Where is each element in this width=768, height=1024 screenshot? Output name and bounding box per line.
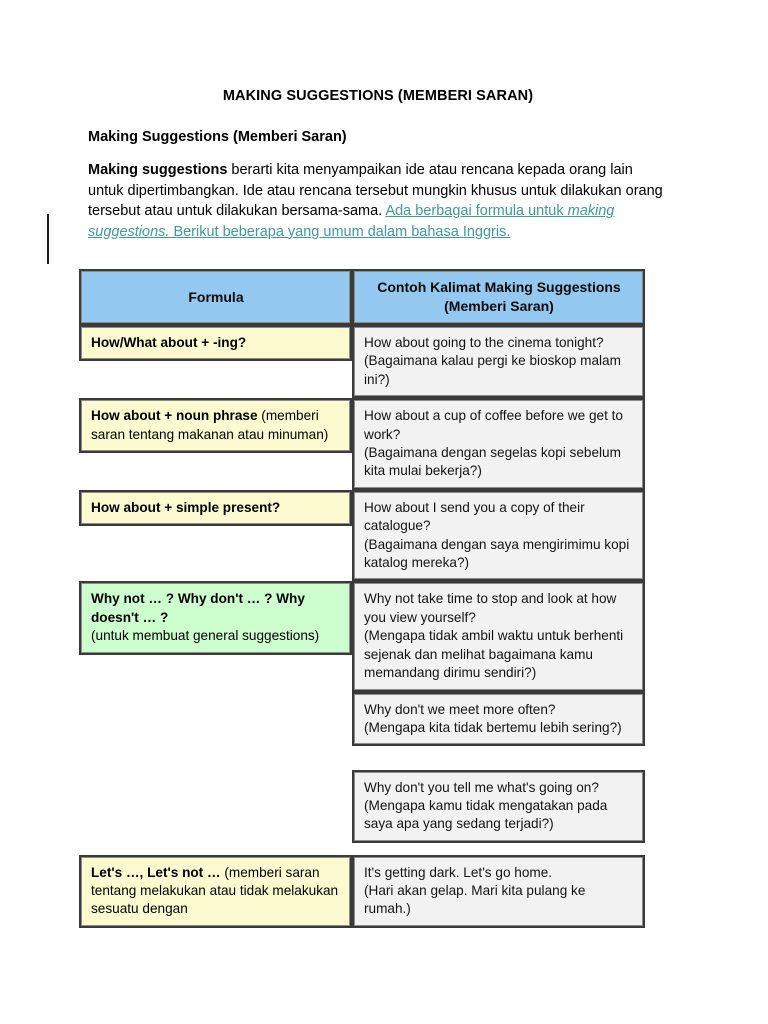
example-cell-4a	[352, 581, 645, 691]
example-english-4c: Why don't you tell me what's going on?	[364, 779, 599, 795]
table-row	[79, 855, 645, 928]
formula-content-2	[79, 398, 352, 453]
example-content-4a	[352, 581, 645, 691]
example-english-4b: Why don't we meet more often?	[364, 701, 556, 717]
table-row	[79, 581, 645, 691]
example-content-4c	[352, 770, 645, 843]
table-row	[79, 325, 645, 398]
formula-cell-3	[79, 490, 352, 582]
intro-body-text: berarti kita menyampaikan ide atau rencana kepada orang lain untuk dipertimbangkan. Ide atau rencana tersebut mungkin khusus untuk dilakukan orang tersebut atau untuk dilakukan bersama-sama.	[88, 162, 663, 219]
link-text-part1: Ada berbagai formula untuk	[385, 203, 568, 219]
example-indonesian-3: (Bagaimana dengan saya mengirimimu kopi katalog mereka?)	[364, 536, 630, 571]
suggestions-table	[79, 269, 645, 928]
intro-lead-bold: Making suggestions	[88, 162, 228, 178]
example-content-3	[352, 490, 645, 582]
formula-text-3: How about + simple present?	[91, 499, 281, 515]
formula-cell-5	[79, 855, 352, 928]
header-label-example: Contoh Kalimat Making Suggestions (Memberi Saran)	[352, 269, 645, 325]
example-indonesian-1: (Bagaimana kalau pergi ke bioskop malam ini?)	[364, 353, 621, 387]
table-row	[79, 490, 645, 582]
example-english-4a: Why not take time to stop and look at how you view yourself?	[364, 591, 617, 625]
example-content-1	[352, 325, 645, 398]
example-cell-5	[352, 855, 645, 928]
formula-content-3	[79, 490, 352, 526]
section-subtitle: Making Suggestions (Memberi Saran)	[88, 129, 347, 145]
example-cell-4b	[352, 692, 645, 770]
formula-cell-2	[79, 398, 352, 490]
example-english-1: How about going to the cinema tonight?	[364, 335, 604, 350]
margin-change-bar	[47, 214, 49, 264]
formula-cell-4	[79, 581, 352, 854]
intro-paragraph	[88, 160, 668, 242]
example-indonesian-4c: (Mengapa kamu tidak mengatakan pada saya apa yang sedang terjadi?)	[364, 797, 608, 832]
formula-content-1	[79, 325, 352, 361]
example-cell-3	[352, 490, 645, 582]
formula-text-5: Let's …, Let's not … (memberi saran tentang melakukan atau tidak melakukan sesuatu dengan	[91, 864, 339, 917]
example-indonesian-4a: (Mengapa tidak ambil waktu untuk berhenti sejenak dan melihat bagaimana kamu memandang dirimu sendiri?)	[364, 628, 624, 681]
example-english-2: How about a cup of coffee before we get to work?	[364, 408, 623, 442]
example-content-2	[352, 398, 645, 490]
example-content-5	[352, 855, 645, 928]
link-text-italic: making suggestions.	[88, 203, 615, 240]
page-title: MAKING SUGGESTIONS (MEMBERI SARAN)	[222, 88, 534, 104]
formula-text-1: How/What about + -ing?	[91, 335, 247, 350]
header-cell-formula	[79, 269, 352, 325]
formula-note-4: (untuk membuat general suggestions)	[91, 628, 320, 644]
formula-cell-1	[79, 325, 352, 398]
formula-content-4	[79, 581, 352, 654]
example-indonesian-4b: (Mengapa kita tidak bertemu lebih sering?)	[364, 719, 622, 735]
formula-text-4: Why not … ? Why don't … ? Why doesn't … ?	[91, 591, 305, 625]
example-indonesian-2: (Bagaimana dengan segelas kopi sebelum kita mulai bekerja?)	[364, 445, 621, 479]
header-label-formula: Formula	[79, 269, 352, 325]
formula-content-5	[79, 855, 352, 928]
header-cell-example	[352, 269, 645, 325]
example-cell-1	[352, 325, 645, 398]
example-cell-2	[352, 398, 645, 490]
example-english-3: How about I send you a copy of their catalogue?	[364, 499, 585, 534]
example-cell-4c	[352, 770, 645, 855]
formula-text-2: How about + noun phrase (memberi saran tentang makanan atau minuman)	[91, 408, 329, 442]
table-row	[79, 398, 645, 490]
example-content-4b	[352, 692, 645, 747]
link-text-part2: Berikut beberapa yang umum dalam bahasa Inggris.	[169, 223, 511, 240]
table-header-row	[79, 269, 645, 325]
example-english-5: It's getting dark. Let's go home.	[364, 864, 553, 880]
example-indonesian-5: (Hari akan gelap. Mari kita pulang ke rumah.)	[364, 882, 586, 917]
